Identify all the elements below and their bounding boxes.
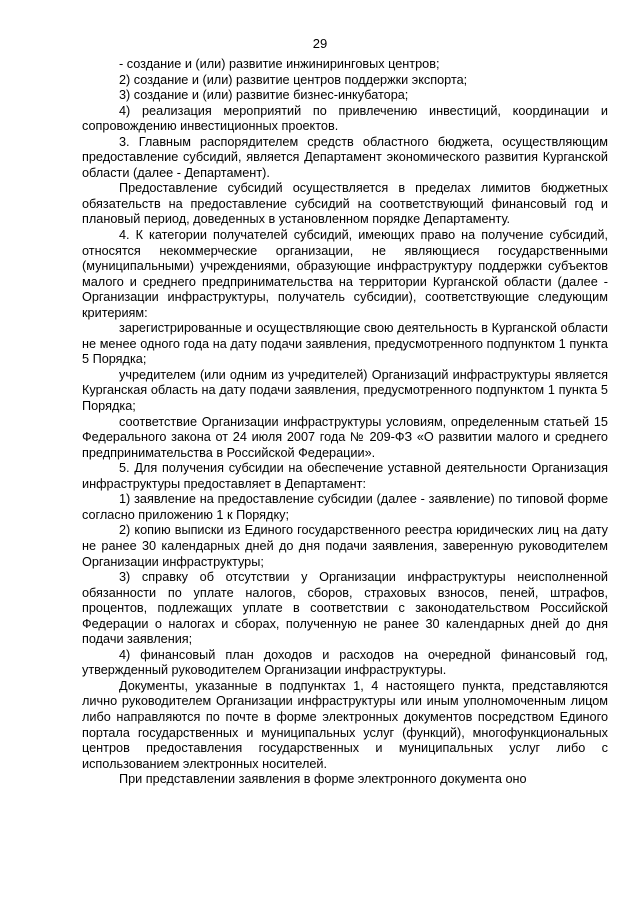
paragraph: Документы, указанные в подпунктах 1, 4 настоящего пункта, представляются лично руководителем Организации инфраструктуры или иным уполномоченным лицом либо направляются по почте в форме электронных документов посредством Единого портала государственных и муниципальных услуг (функций), многофункциональных центров предоставления государственных и муниципальных услуг либо с использованием электронных носителей. bbox=[82, 678, 608, 771]
paragraph: При представлении заявления в форме электронного документа оно bbox=[119, 772, 527, 787]
paragraph: - создание и (или) развитие инжиниринговых центров; bbox=[119, 57, 440, 71]
paragraph: 4) реализация мероприятий по привлечению инвестиций, координации и сопровождению инвестиционных проектов. bbox=[82, 103, 608, 134]
paragraph: зарегистрированные и осуществляющие свою деятельность в Курганской области не менее одного года на дату подачи заявления, предусмотренного подпунктом 1 пункта 5 Порядка; bbox=[82, 321, 608, 367]
paragraph: Предоставление субсидий осуществляется в пределах лимитов бюджетных обязательств на предоставление субсидий на соответствующий финансовый год и плановый период, доведенных в установленном порядке Департаменту. bbox=[82, 181, 608, 227]
paragraph: 4) финансовый план доходов и расходов на очередной финансовый год, утвержденный руководителем Организации инфраструктуры. bbox=[82, 647, 608, 678]
paragraph: 2) копию выписки из Единого государственного реестра юридических лиц на дату не ранее 30 календарных дней до дня подачи заявления, заверенную руководителем Организации инфраструктуры; bbox=[82, 523, 608, 569]
paragraph: 2) создание и (или) развитие центров поддержки экспорта; bbox=[119, 72, 468, 87]
paragraph: 1) заявление на предоставление субсидии (далее - заявление) по типовой форме согласно приложению 1 к Порядку; bbox=[82, 492, 608, 522]
paragraph: 3. Главным распорядителем средств областного бюджета, осуществляющим предоставление субсидий, является Департамент экономического развития Курганской области (далее - Департамент). bbox=[82, 134, 608, 180]
paragraph: 5. Для получения субсидии на обеспечение уставной деятельности Организация инфраструктуры предоставляет в Департамент: bbox=[82, 461, 608, 491]
paragraph: 3) создание и (или) развитие бизнес-инкубатора; bbox=[119, 88, 409, 103]
document-body bbox=[82, 57, 608, 788]
paragraph: 3) справку об отсутствии у Организации инфраструктуры неисполненной обязанности по уплате налогов, сборов, страховых взносов, пеней, штрафов, процентов, подлежащих уплате в соответствии с законодательством Российской Федерации о налогах и сборах, полученную не ранее 30 календарных дней до дня подачи заявления; bbox=[82, 570, 608, 647]
paragraph: соответствие Организации инфраструктуры условиям, определенным статьей 15 Федерального закона от 24 июля 2007 года № 209-ФЗ «О развитии малого и среднего предпринимательства в Российской Федерации». bbox=[82, 414, 608, 460]
paragraph: 4. К категории получателей субсидий, имеющих право на получение субсидий, относятся некоммерческие организации, не являющиеся государственными (муниципальными) учреждениями, образующие инфраструктуру поддержки субъектов малого и среднего предпринимательства на территории Курганской области (далее - Организации инфраструктуры, получатель субсидии), соответствующие следующим критериям: bbox=[82, 228, 608, 320]
paragraph: учредителем (или одним из учредителей) Организаций инфраструктуры является Курганская область на дату подачи заявления, предусмотренного подпунктом 1 пункта 5 Порядка; bbox=[82, 367, 608, 414]
page-number: 29 bbox=[312, 36, 328, 51]
